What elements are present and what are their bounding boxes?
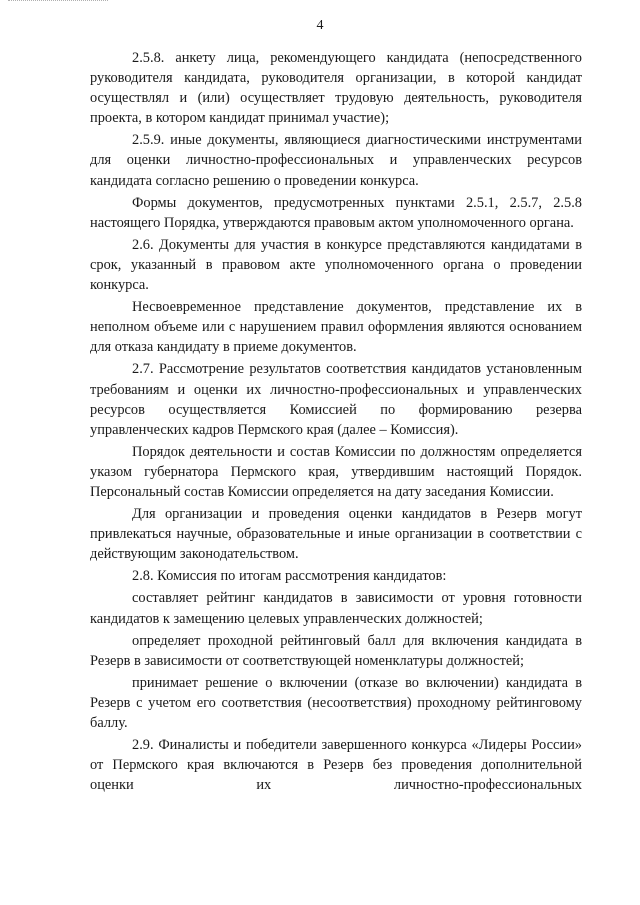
top-divider	[8, 0, 108, 2]
paragraph-2-5-9: 2.5.9. иные документы, являющиеся диагностическими инструментами для оценки личностно-профессиональных и управленческих ресурсов кандидата согласно решению о проведении конкурса.	[90, 132, 582, 189]
paragraph-2-6: 2.6. Документы для участия в конкурсе представляются кандидатами в срок, указанный в правовом акте уполномоченного органа о проведении конкурса.	[90, 236, 582, 294]
page-number: 4	[316, 18, 324, 33]
paragraph-2-5-8: 2.5.8. анкету лица, рекомендующего кандидата (непосредственного руководителя кандидата, руководителя организации, в которой кандидат осуществлял и (или) осуществляет трудовую деятельность, руководителя проекта, в котором кандидат принимал участие);	[90, 50, 582, 127]
paragraph-threshold: определяет проходной рейтинговый балл для включения кандидата в Резерв в зависимости от соответствующей номенклатуры должностей;	[90, 632, 582, 669]
paragraph-2-9: 2.9. Финалисты и победители завершенного конкурса «Лидеры России» от Пермского края включаются в Резерв без проведения дополнительной оценки их личностно-профессиональных	[90, 737, 582, 794]
paragraph-rating: составляет рейтинг кандидатов в зависимости от уровня готовности кандидатов к замещению целевых управленческих должностей;	[90, 590, 582, 627]
paragraph-2-7: 2.7. Рассмотрение результатов соответствия кандидатов установленным требованиям и оценки их личностно-профессиональных и управленческих ресурсов осуществляется Комиссией по формированию резерва управленческих кадров Пермского края (далее – Комиссия).	[90, 361, 582, 438]
document-body	[90, 48, 582, 795]
paragraph-commission-procedure: Порядок деятельности и состав Комиссии по должностям определяется указом губернатора Пермского края, утвердившим настоящий Порядок. Персональный состав Комиссии определяется на дату заседания Комиссии.	[90, 443, 582, 500]
paragraph-2-8: 2.8. Комиссия по итогам рассмотрения кандидатов:	[132, 568, 447, 585]
paragraph-organizations: Для организации и проведения оценки кандидатов в Резерв могут привлекаться научные, образовательные и иные организации в соответствии с действующим законодательством.	[90, 506, 582, 563]
paragraph-decision: принимает решение о включении (отказе во включении) кандидата в Резерв с учетом его соответствия (несоответствия) проходному рейтинговому баллу.	[90, 674, 582, 731]
paragraph-untimely-submission: Несвоевременное представление документов, представление их в неполном объеме или с нарушением правил оформления являются основанием для отказа кандидату в приеме документов.	[90, 299, 582, 356]
paragraph-forms: Формы документов, предусмотренных пунктами 2.5.1, 2.5.7, 2.5.8 настоящего Порядка, утверждаются правовым актом уполномоченного органа.	[90, 194, 582, 231]
